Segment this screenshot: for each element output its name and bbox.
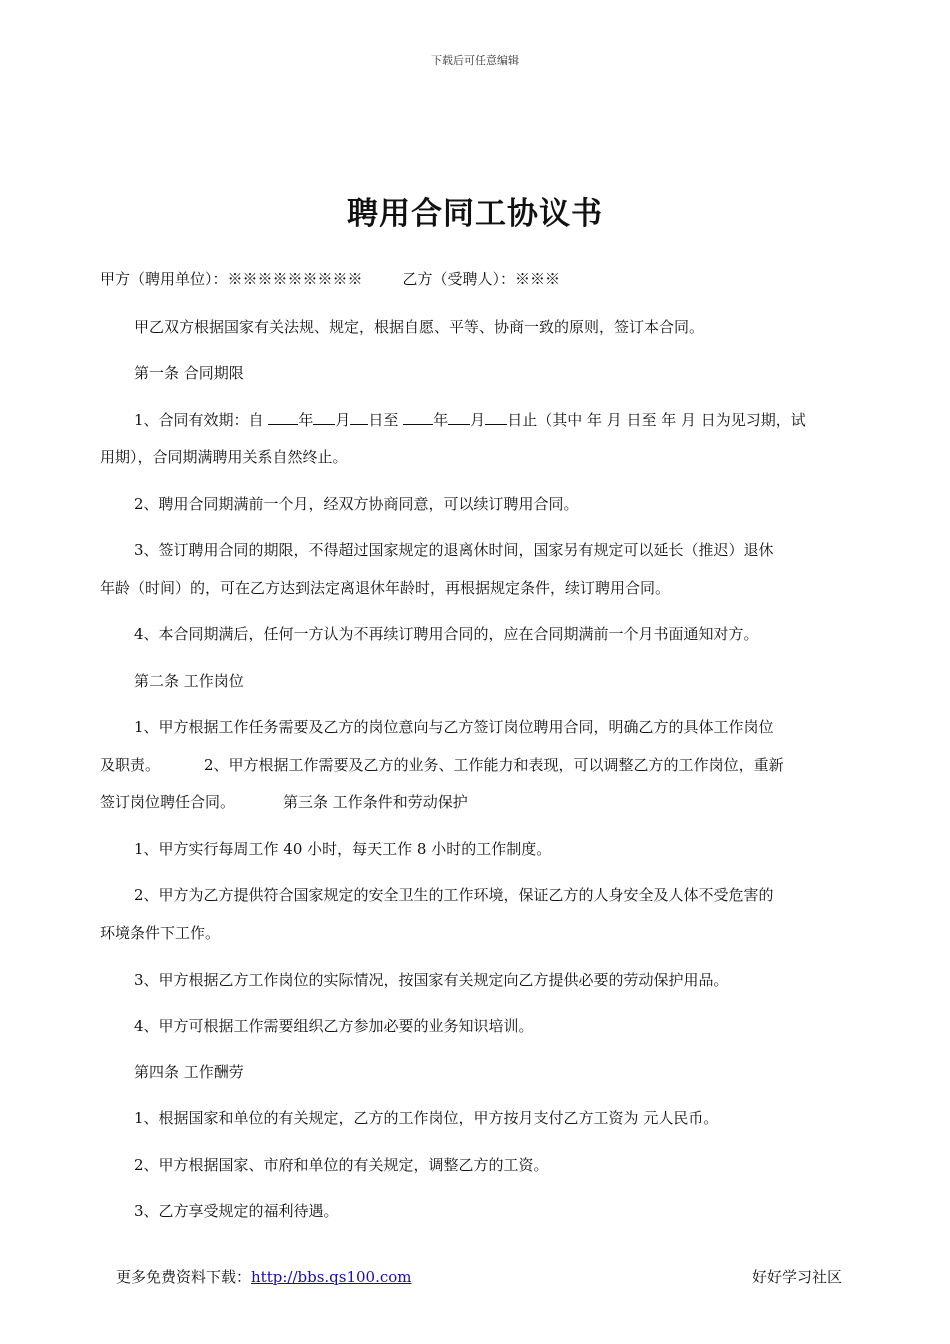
footer-link[interactable]: http://bbs.qs100.com [251, 1268, 412, 1286]
art4-clause1: 1、根据国家和单位的有关规定，乙方的工作岗位，甲方按月支付乙方工资为 元人民币。 [134, 1109, 719, 1127]
art4-clause3: 3、乙方享受规定的福利待遇。 [134, 1202, 339, 1220]
document-title: 聘用合同工协议书 [347, 196, 603, 232]
blank-year [268, 410, 298, 425]
text: 及职责。 [100, 756, 161, 774]
art4-clause2: 2、甲方根据国家、市府和单位的有关规定，调整乙方的工资。 [134, 1156, 549, 1174]
text: 日止（其中 年 月 日至 年 月 日为见习期，试 [507, 411, 806, 429]
article-2-heading: 第二条 工作岗位 [134, 672, 244, 690]
header-note: 下载后可任意编辑 [431, 54, 519, 67]
footer-right: 好好学习社区 [752, 1268, 843, 1286]
footer-label: 更多免费资料下载： [116, 1268, 252, 1286]
intro-paragraph: 甲乙双方根据国家有关法规、规定，根据自愿、平等、协商一致的原则，签订本合同。 [134, 318, 705, 336]
blank-day [485, 410, 507, 425]
party-b: 乙方（受聘人）：※※※ [402, 270, 561, 288]
article-1-heading: 第一条 合同期限 [134, 364, 244, 382]
art3-clause2-line2: 环境条件下工作。 [100, 924, 221, 942]
art3-clause1: 1、甲方实行每周工作 40 小时，每天工作 8 小时的工作制度。 [134, 840, 552, 858]
party-a: 甲方（聘用单位）：※※※※※※※※※ [100, 270, 363, 288]
art1-clause3-line1: 3、签订聘用合同的期限，不得超过国家规定的退离休时间，国家另有规定可以延长（推迟）退休 [134, 541, 774, 559]
blank-day [350, 410, 368, 425]
text: 月 [335, 411, 351, 429]
footer-left [116, 1266, 412, 1287]
art3-clause3: 3、甲方根据乙方工作岗位的实际情况，按国家有关规定向乙方提供必要的劳动保护用品。 [134, 971, 729, 989]
art1-clause3-line2: 年龄（时间）的，可在乙方达到法定离退休年龄时，再根据规定条件，续订聘用合同。 [100, 579, 671, 597]
blank-month [448, 410, 470, 425]
art2-clause1-line2 [100, 754, 784, 775]
art1-clause1-line2: 用期），合同期满聘用关系自然终止。 [100, 448, 348, 466]
text: 1、合同有效期：自 [134, 411, 264, 429]
art1-clause2: 2、聘用合同期满前一个月，经双方协商同意，可以续订聘用合同。 [134, 495, 579, 513]
art3-clause4: 4、甲方可根据工作需要组织乙方参加必要的业务知识培训。 [134, 1017, 534, 1035]
art1-clause4: 4、本合同期满后，任何一方认为不再续订聘用合同的，应在合同期满前一个月书面通知对方。 [134, 625, 759, 643]
text: 2、甲方根据工作需要及乙方的业务、工作能力和表现，可以调整乙方的工作岗位，重新 [204, 756, 784, 774]
text: 日至 [368, 411, 399, 429]
parties-line [100, 268, 560, 289]
blank-month [313, 410, 335, 425]
text: 签订岗位聘任合同。 [100, 793, 236, 811]
art1-clause1-line1 [134, 409, 806, 430]
text: 年 [298, 411, 314, 429]
text: 年 [433, 411, 449, 429]
article-4-heading: 第四条 工作酬劳 [134, 1063, 244, 1081]
art2-clause2-line2 [100, 791, 468, 812]
art2-clause1-line1: 1、甲方根据工作任务需要及乙方的岗位意向与乙方签订岗位聘用合同，明确乙方的具体工作岗位 [134, 718, 774, 736]
art3-clause2-line1: 2、甲方为乙方提供符合国家规定的安全卫生的工作环境，保证乙方的人身安全及人体不受危害的 [134, 886, 774, 904]
blank-year [403, 410, 433, 425]
article-3-heading: 第三条 工作条件和劳动保护 [283, 793, 468, 811]
text: 月 [470, 411, 486, 429]
